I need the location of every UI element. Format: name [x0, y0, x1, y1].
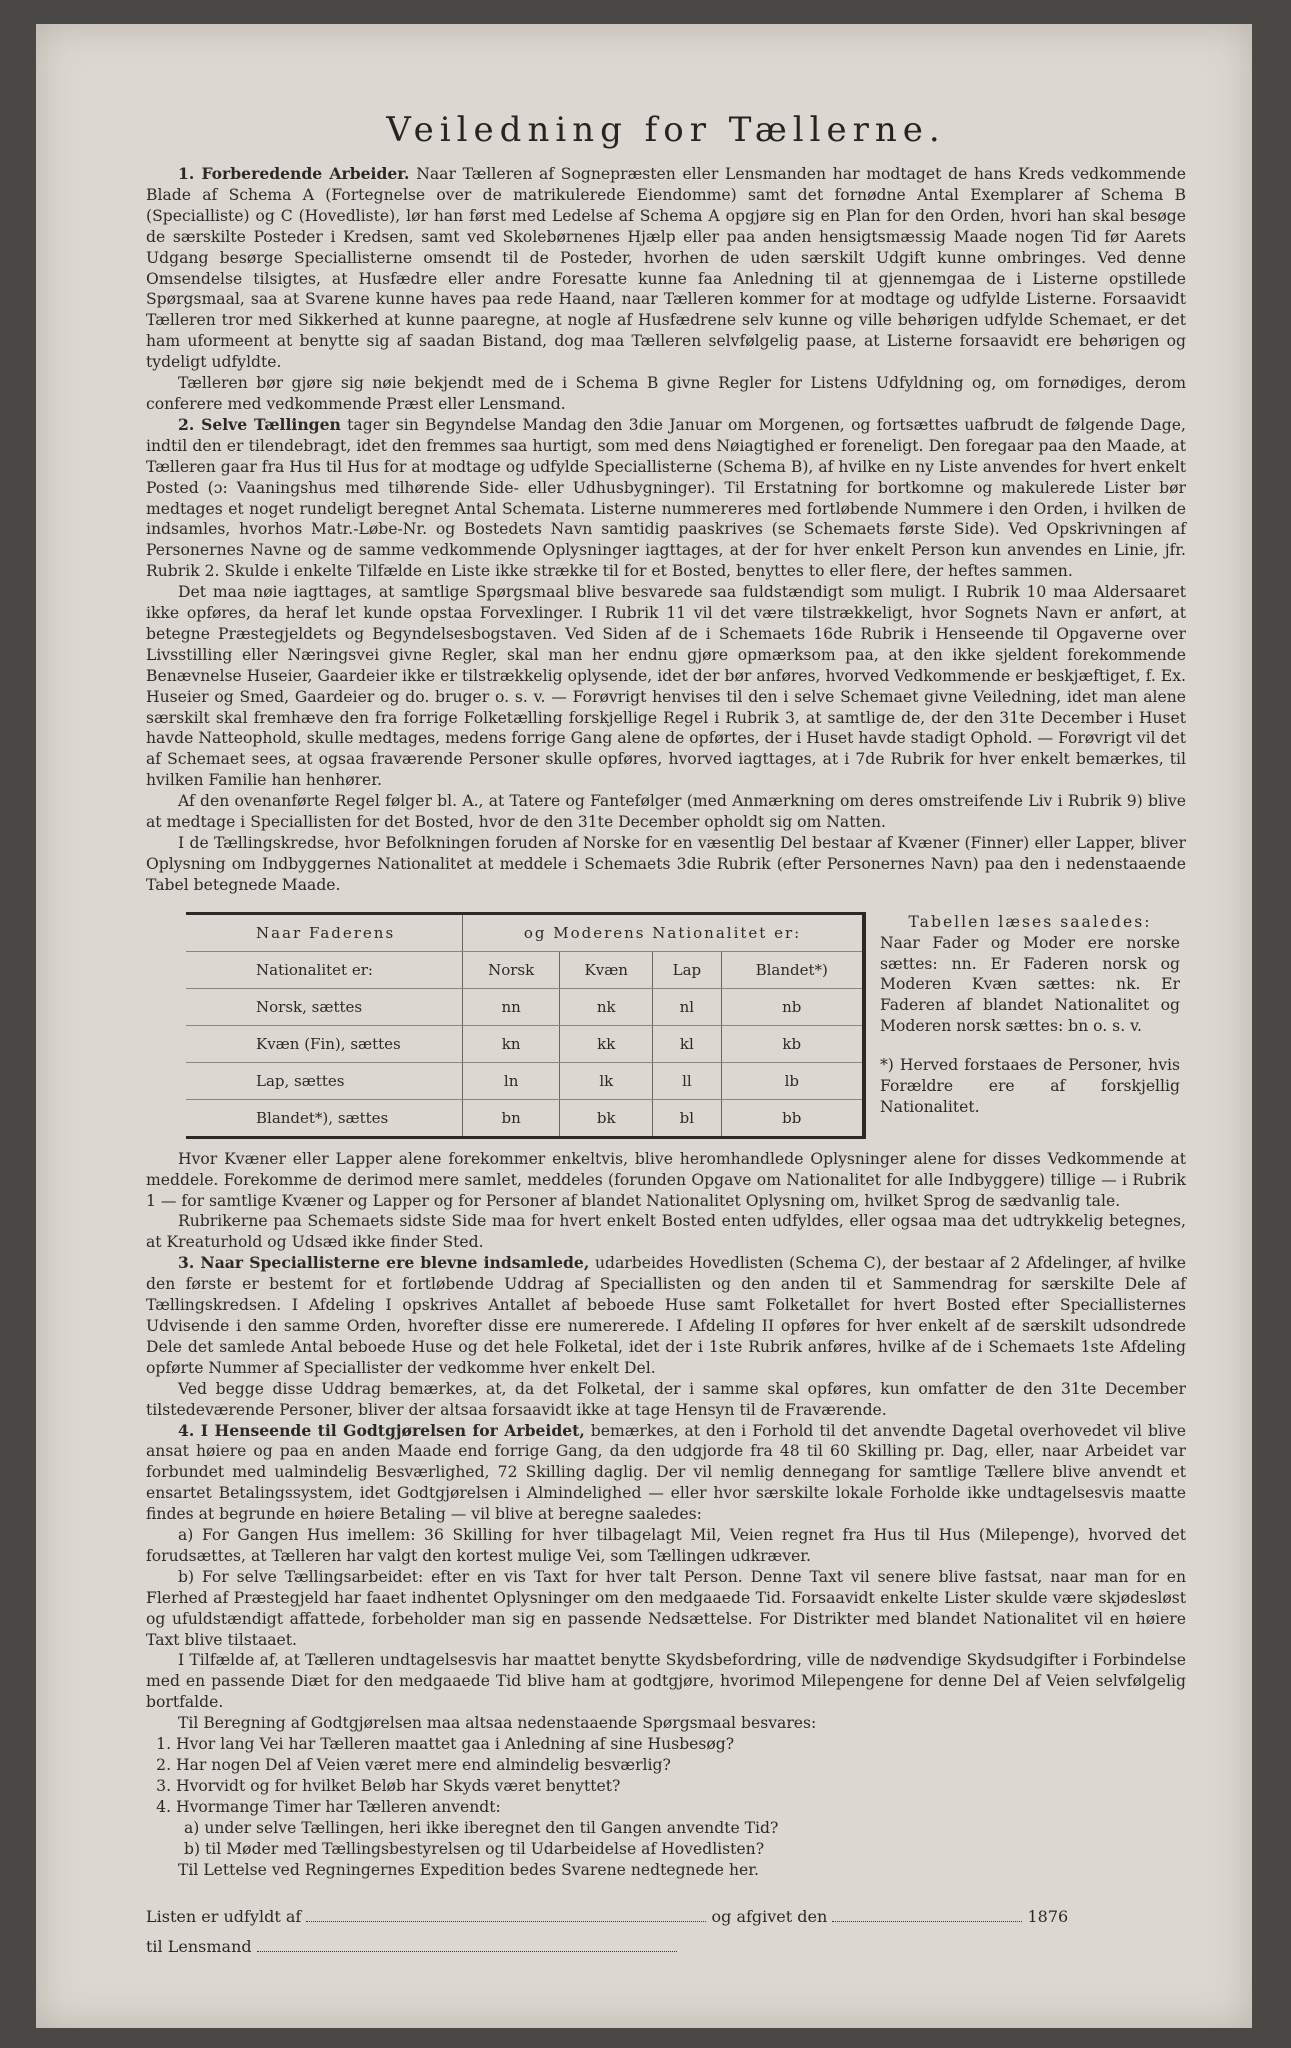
table-corner-1: Naar Faderens [186, 913, 463, 951]
signature-line-2 [146, 1932, 1186, 1962]
section-3-text: udarbeides Hovedlisten (Schema C), der bestaar af 2 Afdelinger, af hvilke den første er bestemt for et fortløbende Uddrag af Speciallisten og den anden til et Sammendrag for særskilte Dele af Tællingskredsen. I Afdeling I opskrives Antallet af beboede Huse samt Folketallet for hvert Bosted efter Speciallisternes Udvisende i den samme Orden, hvorefter disse ere numererede. I Afdeling II opføres for hver enkelt af de særskilt udsondrede Dele det samlede Antal beboede Huse og det hele Folketal, idet der i 1ste Rubrik anføres, hvilke af de i Schemaets 1ste Afdeling opførte Nummer af Speciallister der vedkomme hver enkelt Del. [146, 1254, 1186, 1377]
closing-line: Til Lettelse ved Regningernes Expedition bedes Svarene nedtegnede her. [178, 1860, 759, 1879]
question-4b: b) til Møder med Tællingsbestyrelsen og til Udarbeidelse af Hovedlisten? [184, 1839, 765, 1858]
question-4a: a) under selve Tællingen, heri ikke iberegnet den til Gangen anvendte Tid? [184, 1818, 779, 1837]
section-2-paragraph-2: Det maa nøie iagttages, at samtlige Spørgsmaal blive besvarede saa fuldstændigt som muligt. I Rubrik 10 maa Aldersaaret ikke opføres, da heraf let kunde opstaa Forvexlinger. I Rubrik 11 vil det være tilstrækkeligt, hvor Sognets Navn er anført, at betegne Præstegjeldets og Begyndelsesbogstaven. Ved Siden af de i Schemaets 16de Rubrik i Henseende til Opgaverne over Livsstilling eller Næringsvei givne Regler, skal man her endnu gjøre opmærksom paa, at den ikke sjeldent forekommende Benævnelse Huseier, Gaardeier ikke er tilstrækkelig oplysende, idet der bør anføres, hvorved Vedkommende er beskjæftiget, f. Ex. Huseier og Smed, Gaardeier og do. bruger o. s. v. — Forøvrigt henvises til den i selve Schemaet givne Veiledning, idet man alene særskilt skal fremhæve den fra forrige Folketælling forskjellige Regel i Rubrik 3, at samtlige de, der den 31te December i Huset havde Natteophold, skulle medtages, medens forrige Gang alene de opførtes, der i Huset havde stadigt Ophold. — Forøvrigt vil det af Schemaet sees, at ogsaa fraværende Personer skulle opføres, hvorved iagttages, at i 7de Rubrik for hver enkelt bemærkes, til hvilken Familie han henhører. [146, 583, 1186, 790]
section-1-paragraph [146, 164, 1186, 373]
row-label: Norsk, sættes [186, 988, 463, 1025]
table-header-row [186, 913, 864, 951]
table-cell: nk [560, 988, 653, 1025]
section-4-text: bemærkes, at den i Forhold til det anvendte Dagetal overhovedet vil blive ansat høiere og paa en anden Maade end forrige Gang, da den udgjorde fra 48 til 60 Skilling pr. Dag, eller, naar Arbeidet var forbundet med ualmindelig Besværlighed, 72 Skilling daglig. Der vil nemlig dennegang for samtlige Tællere blive anvendt et ensartet Betalingssystem, idet Godtgjørelsen i Almindelighed — eller hvor særskilte lokale Forholde ikke undtagelsesvis maatte findes at begrunde en høiere Betaling — vil blive at beregne saaledes: [146, 1421, 1186, 1524]
document-body [146, 110, 1186, 1962]
section-4-paragraph-2: I Tilfælde af, at Tælleren undtagelsesvis har maattet benytte Skydsbefordring, ville de nødvendige Skydsudgifter i Forbindelse med en passende Diæt for den medgaaede Tid blive ham at godtgjøre, hvorimod Milepengene for denne Del af Veien selvfølgelig bortfalde. [146, 1651, 1186, 1712]
table-cell: bk [560, 1099, 653, 1137]
table-cell: kk [560, 1025, 653, 1062]
section-3-paragraph-2: Ved begge disse Uddrag bemærkes, at, da det Folketal, der i samme skal opføres, kun omfatter de den 31te December tilstedeværende Personer, bliver der altsaa forsaavidt ikke at tage Hensyn til de Fraværende. [146, 1379, 1186, 1419]
table-row [186, 1025, 864, 1062]
table-cell: nn [463, 988, 560, 1025]
table-cell: kl [653, 1025, 721, 1062]
sidenote-footnote: *) Herved forstaaes de Personer, hvis Forældre ere af forskjellig Nationalitet. [880, 1056, 1180, 1116]
table-cell: bb [721, 1099, 864, 1137]
section-2-heading: 2. Selve Tællingen [178, 414, 341, 434]
table-cell: nb [721, 988, 864, 1025]
table-span-header: og Moderens Nationalitet er: [463, 913, 865, 951]
table-cell: bl [653, 1099, 721, 1137]
sidenote-heading: Tabellen læses saaledes: [908, 912, 1152, 931]
section-2-paragraph-4: I de Tællingskredse, hvor Befolkningen foruden af Norske for en væsentlig Del bestaar af Kvæner (Finner) eller Lapper, bliver Oplysning om Indbyggernes Nationalitet at meddele i Schemaets 3die Rubrik (efter Personernes Navn) paa den i nedenstaaende Tabel betegnede Maade. [146, 834, 1186, 894]
table-cell: bn [463, 1099, 560, 1137]
column-header: Lap [653, 951, 721, 988]
section-3-heading: 3. Naar Speciallisterne ere blevne indsamlede, [178, 1253, 590, 1273]
row-label: Blandet*), sættes [186, 1099, 463, 1137]
list-item: 4. Hvormange Timer har Tælleren anvendt: [176, 1797, 1186, 1818]
table-corner-2: Nationalitet er: [186, 951, 463, 988]
table-cell: kb [721, 1025, 864, 1062]
list-item: 2. Har nogen Del af Veien været mere end almindelig besværlig? [176, 1755, 1186, 1776]
nationality-table [186, 912, 866, 1139]
section-3-paragraph [146, 1253, 1186, 1378]
table-cell: ln [463, 1062, 560, 1099]
signature-line-1 [146, 1902, 1186, 1932]
filled-by-blank[interactable] [306, 1921, 706, 1922]
lensmand-blank[interactable] [257, 1951, 677, 1952]
row-label: Lap, sættes [186, 1062, 463, 1099]
column-header: Blandet*) [721, 951, 864, 988]
table-cell: lb [721, 1062, 864, 1099]
section-2-paragraph-6: Rubrikerne paa Schemaets sidste Side maa for hvert enkelt Bosted enten udfyldes, eller ogsaa maa det udtrykkelig betegnes, at Kreaturhold og Udsæd ikke finder Sted. [146, 1212, 1186, 1252]
signature-block [146, 1902, 1186, 1962]
question-list [176, 1734, 1186, 1818]
list-item: 1. Hvor lang Vei har Tælleren maattet gaa i Anledning af sine Husbesøg? [176, 1734, 1186, 1755]
section-1-text: Naar Tælleren af Sognepræsten eller Lensmanden har modtaget de hans Kreds vedkommende Blade af Schema A (Fortegnelse over de matrikulerede Eiendomme) samt det fornødne Antal Exemplarer af Schema B (Specialliste) og C (Hovedliste), lør han først med Ledelse af Schema A opgjøre sig en Plan for den Orden, hvori han skal besøge de særskilte Posteder i Kredsen, samt ved Skolebørnenes Hjælp eller paa anden hensigtsmæssig Maade nogen Tid før Aarets Udgang besørge Speciallisterne omsendt til de Posteder, hvorhen de uden særskilt Udgift kunne ombringes. Ved denne Omsendelse tilsigtes, at Husfædre eller andre Foresatte kunne faa Anledning til at gjennemgaa de i Listerne opstillede Spørgsmaal, saa at Svarene kunne haves paa rede Haand, naar Tælleren kommer for at modtage og udfylde Listerne. Forsaavidt Tælleren tror med Sikkerhed at kunne paaregne, at nogle af Husfædrene selv kunne og ville behørigen udfylde Schemaet, er det ham uformeent at benytte sig af saadan Bistand, dog maa Tælleren selvfølgelig paase, at Listerne forsaavidt ere behørigen og tydeligt udfyldte. [146, 165, 1186, 372]
section-4-paragraph [146, 1421, 1186, 1526]
table-row [186, 1099, 864, 1137]
filled-by-label: Listen er udfyldt af [146, 1907, 302, 1927]
list-item: 3. Hvorvidt og for hvilket Beløb har Skyds været benyttet? [176, 1776, 1186, 1797]
column-header: Kvæn [560, 951, 653, 988]
table-sidenote [880, 912, 1180, 1118]
section-4-item-b: b) For selve Tællingsarbeidet: efter en vis Taxt for hver talt Person. Denne Taxt vil senere blive fastsat, naar man for en Flerhed af Præstegjeld har faaet indhentet Oplysninger om den medgaaede Tid. Forsaavidt enkelte Lister skulde være skjødesløst og ufuldstændigt affattede, forbeholder man sig en passende Nedsættelse. For Distrikter med blandet Nationalitet vil en høiere Taxt blive tilstaaet. [146, 1567, 1186, 1649]
column-header: Norsk [463, 951, 560, 988]
date-blank[interactable] [832, 1921, 1022, 1922]
section-2-paragraph-3: Af den ovenanførte Regel følger bl. A., at Tatere og Fantefølger (med Anmærkning om deres omstreifende Liv i Rubrik 9) blive at medtage i Speciallisten for det Bosted, hvor de den 31te December opholdt sig om Natten. [146, 792, 1186, 832]
table-cell: nl [653, 988, 721, 1025]
table-row [186, 988, 864, 1025]
table-column-row [186, 951, 864, 988]
section-1-paragraph-2: Tælleren bør gjøre sig nøie bekjendt med de i Schema B givne Regler for Listens Udfyldning og, om fornødiges, derom conferere med vedkommende Præst eller Lensmand. [146, 374, 1186, 413]
row-label: Kvæn (Fin), sættes [186, 1025, 463, 1062]
section-4-item-a: a) For Gangen Hus imellem: 36 Skilling for hver tilbagelagt Mil, Veien regnet fra Hus til Hus (Milepenge), hvorved det forudsættes, at Tælleren har valgt den kortest mulige Vei, som Tællingen udkræver. [146, 1526, 1186, 1565]
year-label: 1876 [1027, 1907, 1069, 1927]
table-cell: lk [560, 1062, 653, 1099]
table-row [186, 1062, 864, 1099]
section-2-text: tager sin Begyndelse Mandag den 3die Januar om Morgenen, og fortsættes uafbrudt de følgende Dage, indtil den er tilendebragt, idet den fremmes saa hurtigt, som med dens Nøiagtighed er foreneligt. Den foregaar paa den Maade, at Tælleren gaar fra Hus til Hus for at modtage og udfylde Speciallisterne (Schema B), af hvilke en ny Liste anvendes for hvert enkelt Posted (ɔ: Vaaningshus med tilhørende Side- eller Udhusbygninger). Til Erstatning for bortkomne og makulerede Lister bør medtages et noget rundeligt beregnet Antal Schemata. Listerne nummereres med fortløbende Nummere i den Orden, i hvilken de indsamles, hvorhos Matr.-Løbe-Nr. og Bostedets Navn samtidig paaskrives (se Schemaets første Side). Ved Opskrivningen af Personernes Navne og de samme vedkommende Oplysninger iagttages, at der for hver enkelt Person kun anvendes en Linie, jfr. Rubrik 2. Skulde i enkelte Tilfælde en Liste ikke strække til for et Bosted, benyttes to eller flere, der heftes sammen. [146, 415, 1186, 581]
page-title: Veiledning for Tællerne. [386, 110, 946, 150]
section-1-heading: 1. Forberedende Arbeider. [178, 164, 410, 183]
section-2-paragraph-5: Hvor Kvæner eller Lapper alene forekommer enkeltvis, blive heromhandlede Oplysninger alene for disses Vedkommende at meddele. Forekomme de derimod mere samlet, meddeles (forunden Opgave om Nationalitet for alle Indbyggere) tillige — i Rubrik 1 — for samtlige Kvæner og Lapper og for Personer af blandet Nationalitet Oplysning om, hvilket Sprog de sædvanlig tale. [146, 1149, 1186, 1210]
lensmand-label: til Lensmand [146, 1937, 252, 1957]
submitted-label: og afgivet den [711, 1907, 828, 1927]
table-cell: kn [463, 1025, 560, 1062]
table-cell: ll [653, 1062, 721, 1099]
section-4-paragraph-3: Til Beregning af Godtgjørelsen maa altsaa nedenstaaende Spørgsmaal besvares: [178, 1714, 817, 1733]
nationality-table-zone [146, 912, 1186, 1139]
sidenote-body: Naar Fader og Moder ere norske sættes: nn. Er Faderen norsk og Moderen Kvæn sættes: nk. Er Faderen af blandet Nationalitet og Moderen norsk sættes: bn o. s. v. [880, 933, 1180, 1036]
section-4-heading: 4. I Henseende til Godtgjørelsen for Arbeidet, [178, 1420, 585, 1440]
document-page [36, 24, 1252, 2028]
section-2-paragraph [146, 415, 1186, 582]
